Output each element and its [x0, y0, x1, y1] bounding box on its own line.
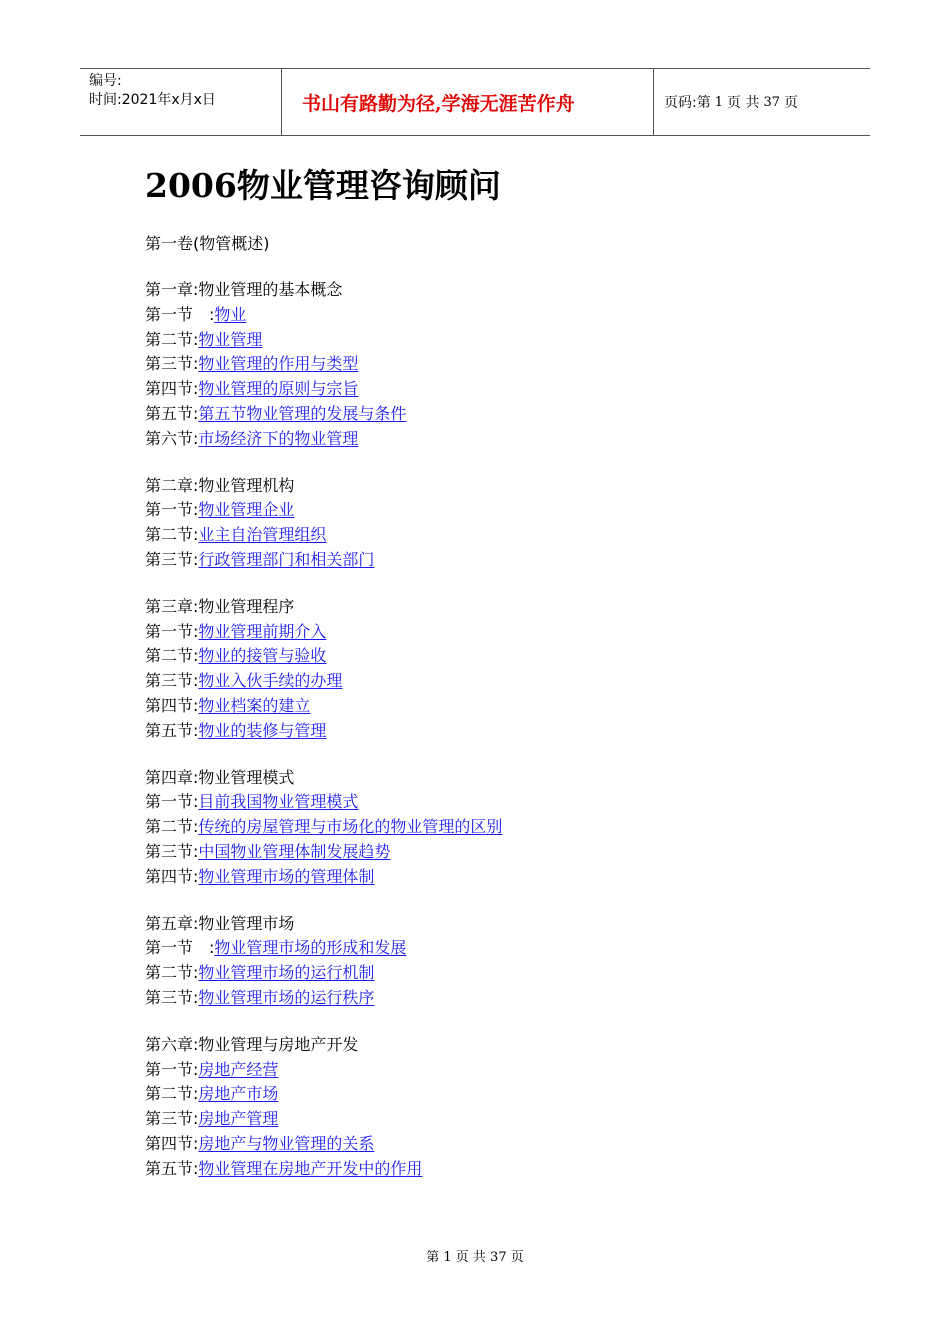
section-item	[145, 303, 865, 328]
section-item	[145, 402, 865, 427]
section-link[interactable]: 物业管理	[198, 329, 263, 349]
section-separator: :	[193, 1158, 199, 1178]
document-title: 2006物业管理咨询顾问	[145, 166, 501, 205]
section-label: 第四节	[145, 866, 194, 886]
chapter-block	[145, 1033, 865, 1182]
section-link[interactable]: 传统的房屋管理与市场化的物业管理的区别	[198, 817, 503, 837]
chapter-heading: 第一章:物业管理的基本概念	[145, 280, 343, 299]
section-item	[145, 961, 865, 986]
section-link[interactable]: 目前我国物业管理模式	[198, 792, 359, 812]
section-link[interactable]: 物业	[214, 304, 247, 324]
page-number: 1	[714, 94, 723, 110]
section-separator: :	[193, 841, 199, 861]
section-separator: :	[193, 671, 199, 691]
page-end-label: 页	[784, 95, 798, 111]
section-item	[145, 523, 865, 548]
section-label: 第二节	[145, 817, 194, 837]
section-link[interactable]: 物业管理市场的运行秩序	[198, 987, 375, 1007]
header-table	[80, 68, 870, 136]
section-link[interactable]: 物业管理的原则与宗旨	[198, 379, 359, 399]
section-item	[145, 1157, 865, 1182]
table-of-contents	[145, 231, 865, 1204]
section-separator: :	[193, 1109, 199, 1129]
section-separator: :	[193, 329, 199, 349]
section-link[interactable]: 行政管理部门和相关部门	[198, 549, 375, 569]
section-item	[145, 377, 865, 402]
chapter-heading: 第六章:物业管理与房地产开发	[145, 1034, 359, 1054]
section-link[interactable]: 房地产与物业管理的关系	[198, 1133, 375, 1153]
chapter-block	[145, 278, 865, 452]
section-item	[145, 1107, 865, 1132]
section-separator: :	[193, 792, 199, 812]
section-label: 第五节	[145, 720, 194, 740]
section-link[interactable]: 中国物业管理体制发展趋势	[198, 841, 391, 861]
section-link[interactable]: 物业的装修与管理	[198, 720, 327, 740]
volume-heading: 第一卷(物管概述)	[145, 234, 270, 253]
page-mid-label: 页 共	[727, 95, 760, 111]
section-link[interactable]: 物业管理的作用与类型	[198, 354, 359, 374]
section-item	[145, 790, 865, 815]
section-link[interactable]: 物业管理市场的形成和发展	[214, 938, 407, 958]
section-link[interactable]: 物业管理在房地产开发中的作用	[198, 1158, 423, 1178]
section-item	[145, 498, 865, 523]
header-motto-cell	[281, 69, 654, 135]
section-separator: :	[193, 987, 199, 1007]
section-item	[145, 840, 865, 865]
section-item	[145, 694, 865, 719]
section-label: 第一节	[145, 621, 194, 641]
motto-text: 书山有路勤为径,学海无涯苦作舟	[302, 92, 575, 115]
section-label: 第一节	[145, 1059, 194, 1079]
section-label: 第一节	[145, 500, 194, 520]
section-label: 第五节	[145, 403, 194, 423]
time-label: 时间:2021年x月x日	[89, 92, 216, 108]
section-separator: :	[193, 720, 199, 740]
chapter-block	[145, 474, 865, 573]
section-label: 第四节	[145, 695, 194, 715]
number-label: 编号:	[89, 73, 122, 89]
section-separator: :	[193, 646, 199, 666]
section-separator: :	[193, 379, 199, 399]
section-link[interactable]: 房地产管理	[198, 1109, 279, 1129]
section-link[interactable]: 物业管理企业	[198, 500, 295, 520]
chapter-block	[145, 595, 865, 744]
section-separator: :	[193, 1084, 199, 1104]
section-item	[145, 1132, 865, 1157]
section-label: 第四节	[145, 379, 194, 399]
section-link[interactable]: 第五节物业管理的发展与条件	[198, 403, 407, 423]
section-link[interactable]: 房地产市场	[198, 1084, 279, 1104]
section-item	[145, 1058, 865, 1083]
section-item	[145, 620, 865, 645]
section-separator: :	[193, 428, 199, 448]
section-label: 第二节	[145, 646, 194, 666]
section-label: 第一节	[145, 792, 194, 812]
chapter-block	[145, 766, 865, 890]
section-link[interactable]: 物业档案的建立	[198, 695, 311, 715]
section-link[interactable]: 物业管理市场的管理体制	[198, 866, 375, 886]
section-label: 第六节	[145, 428, 194, 448]
section-item	[145, 986, 865, 1011]
section-label: 第三节	[145, 671, 194, 691]
section-link[interactable]: 物业管理前期介入	[198, 621, 327, 641]
section-link[interactable]: 市场经济下的物业管理	[198, 428, 359, 448]
section-separator: :	[193, 963, 199, 983]
section-link[interactable]: 物业管理市场的运行机制	[198, 963, 375, 983]
section-separator: :	[193, 354, 199, 374]
chapter-list	[145, 278, 865, 1182]
section-label: 第三节	[145, 841, 194, 861]
section-label: 第三节	[145, 1109, 194, 1129]
section-separator: :	[193, 866, 199, 886]
section-separator: :	[193, 621, 199, 641]
section-label: 第三节	[145, 987, 194, 1007]
section-separator: :	[193, 1059, 199, 1079]
page-label: 页码:第	[664, 95, 711, 111]
section-separator: :	[193, 403, 199, 423]
chapter-heading: 第四章:物业管理模式	[145, 767, 295, 787]
section-separator: :	[193, 500, 199, 520]
header-page-cell	[654, 69, 870, 135]
section-label: 第三节	[145, 354, 194, 374]
section-item	[145, 427, 865, 452]
section-label: 第二节	[145, 1084, 194, 1104]
section-separator: :	[209, 938, 215, 958]
section-item	[145, 865, 865, 890]
section-separator: :	[193, 1133, 199, 1153]
section-label: 第一节	[145, 938, 194, 958]
section-item	[145, 815, 865, 840]
section-label: 第五节	[145, 1158, 194, 1178]
section-label: 第四节	[145, 1133, 194, 1153]
page-total: 37	[763, 94, 780, 110]
section-link[interactable]: 物业的接管与验收	[198, 646, 327, 666]
section-separator: :	[209, 304, 215, 324]
header-left-cell	[80, 69, 281, 135]
chapter-heading: 第二章:物业管理机构	[145, 475, 295, 495]
section-label: 第二节	[145, 963, 194, 983]
section-label: 第二节	[145, 525, 194, 545]
section-item	[145, 644, 865, 669]
section-separator: :	[193, 817, 199, 837]
chapter-heading: 第五章:物业管理市场	[145, 913, 295, 933]
section-item	[145, 548, 865, 573]
section-separator: :	[193, 549, 199, 569]
section-link[interactable]: 业主自治管理组织	[198, 525, 327, 545]
section-link[interactable]: 物业入伙手续的办理	[198, 671, 343, 691]
section-label: 第二节	[145, 329, 194, 349]
section-link[interactable]: 房地产经营	[198, 1059, 279, 1079]
section-label: 第三节	[145, 549, 194, 569]
section-item	[145, 669, 865, 694]
section-separator: :	[193, 695, 199, 715]
page-footer: 第 1 页 共 37 页	[426, 1250, 524, 1265]
section-label: 第一节	[145, 304, 194, 324]
chapter-block	[145, 912, 865, 1011]
chapter-heading: 第三章:物业管理程序	[145, 596, 295, 616]
section-item	[145, 936, 865, 961]
section-item	[145, 719, 865, 744]
section-item	[145, 352, 865, 377]
section-item	[145, 328, 865, 353]
section-item	[145, 1082, 865, 1107]
section-separator: :	[193, 525, 199, 545]
